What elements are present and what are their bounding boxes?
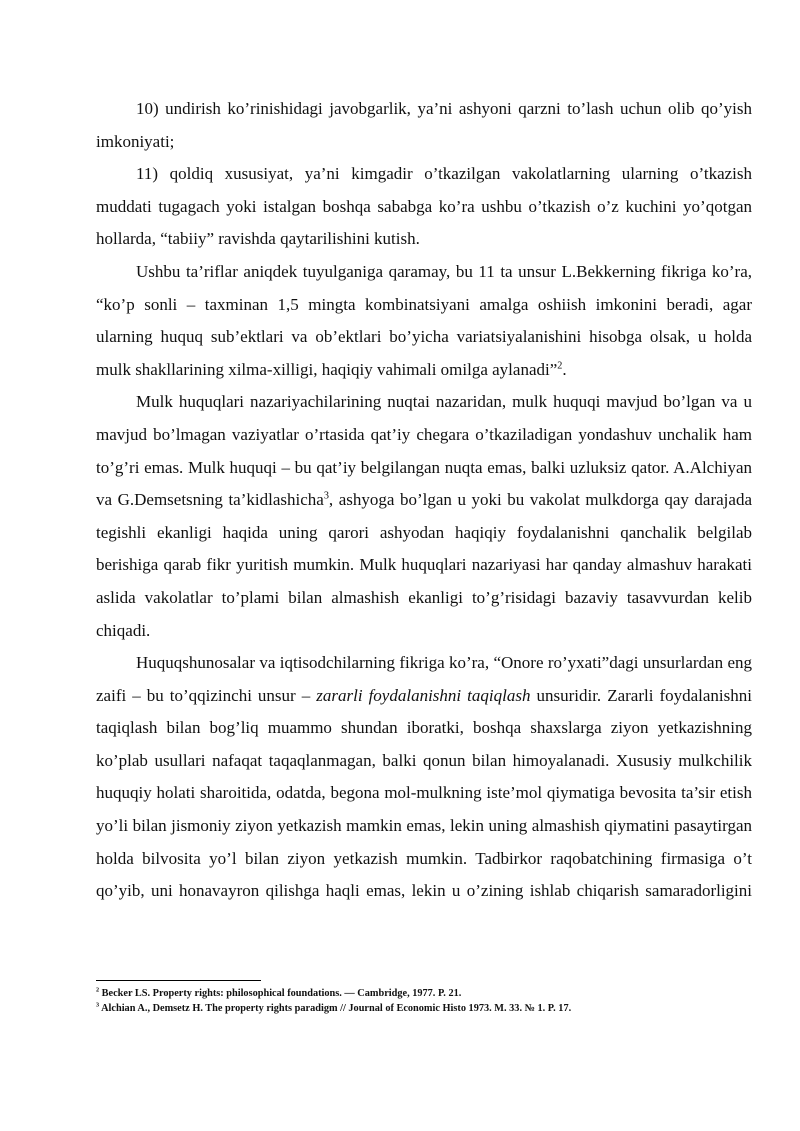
paragraph-becker-end: .	[562, 359, 567, 379]
footnote-ref-2[interactable]: 2	[557, 360, 563, 372]
paragraph-alchian	[96, 386, 752, 647]
paragraph-harmful-use-text-b: unsuridir. Zararli foydalanishni taqiqlash bilan bog’liq muammo shundan iboratki, boshqa shaxslarga ziyon yetkazishning ko’plab usullari nafaqat taqaqlanmagan, balki qonun bilan himoyalanadi. Xususiy mulkchilik huquqiy holati sharoitida, odatda, begona mol-mulkning iste’mol qiymatiga bevosita ta’sir etish yo’li bilan jismoniy ziyon yetkazish mamkin emas, lekin uning almashish qiymatini pasaytirgan holda bilvosita yo’l bilan ziyon yetkazish mumkin. Tadbirkor raqobatchining firmasiga o’t qo’yib, uni honavayron qilishga haqli emas, lekin u o’zining ishlab chiqarish samaradorligini	[96, 685, 752, 901]
footnote-text: Becker LS. Property rights: philosophical foundations. — Cambridge, 1977. P. 21.	[99, 988, 462, 999]
list-item-11: 11) qoldiq xususiyat, ya’ni kimgadir o’tkazilgan vakolatlarning ularning o’tkazish muddati tugagach yoki istalgan boshqa sababga ko’ra ushbu o’tkazish o’z kuchini yo’qotgan hollarda, “tabiiy” ravishda qaytarilishini kutish.	[96, 164, 752, 249]
paragraph-harmful-use-emphasis: zararli foydalanishni taqiqlash	[316, 685, 531, 705]
footnote-text: Alchian A., Demsetz H. The property rights paradigm // Journal of Economic Histo 1973. M. 33. № 1. P. 17.	[99, 1003, 572, 1014]
footnote-2	[96, 986, 756, 1001]
footnote-mark: 3	[96, 1001, 100, 1009]
footnote-ref-3[interactable]: 3	[323, 490, 329, 502]
footnote-3	[96, 1001, 756, 1016]
footnote-separator	[96, 980, 261, 981]
paragraph-becker	[96, 256, 752, 386]
paragraph-alchian-text-b: , ashyoga bo’lgan u yoki bu vakolat mulkdorga qay darajada tegishli ekanligi haqida uning qarori ashyodan haqiqiy foydalanishni qanchalik belgilab berishiga qarab fikr yuritish mumkin. Mulk huquqlari nazariyasi har qanday almashuv harakati aslida vakolatlar to’plami bilan almashish ekanligi to’g’risidagi bazaviy tasavvurdan kelib chiqadi.	[96, 490, 752, 640]
paragraph-harmful-use	[96, 647, 752, 908]
main-text	[96, 93, 752, 908]
paragraph-alchian-text-a: Mulk huquqlari nazariyachilarining nuqtai nazaridan, mulk huquqi mavjud bo’lgan va u mavjud bo’lmagan vaziyatlar o’rtasida qat’iy chegara o’tkaziladigan yondashuv unchalik ham to’g’ri emas. Mulk huquqi – bu qat’iy belgilangan nuqta emas, balki uzluksiz qator. A.Alchiyan va G.Demsetsning ta’kidlashicha	[96, 392, 752, 510]
paragraph-becker-text: Ushbu ta’riflar aniqdek tuyulganiga qaramay, bu 11 ta unsur L.Bekkerning fikriga ko’ra, “ko’p sonli – taxminan 1,5 mingta kombinatsiyani amalga oshiish imkonini beradi, agar ularning huquq sub’ektlari va ob’ektlari bo’yicha variatsiyalanishini hisobga olsak, u holda mulk shakllarining xilma-xilligi, haqiqiy vahimali omilga aylanadi”	[96, 261, 752, 379]
footnotes	[96, 986, 756, 1016]
list-item-10: 10) undirish ko’rinishidagi javobgarlik, ya’ni ashyoni qarzni to’lash uchun olib qo’yish imkoniyati;	[96, 99, 752, 151]
footnote-mark: 2	[96, 986, 100, 994]
paragraph-harmful-use-text-a: Huquqshunosalar va iqtisodchilarning fikriga ko’ra, “Onore ro’yxati”dagi unsurlardan eng zaifi – bu to’qqizinchi unsur –	[96, 653, 752, 705]
